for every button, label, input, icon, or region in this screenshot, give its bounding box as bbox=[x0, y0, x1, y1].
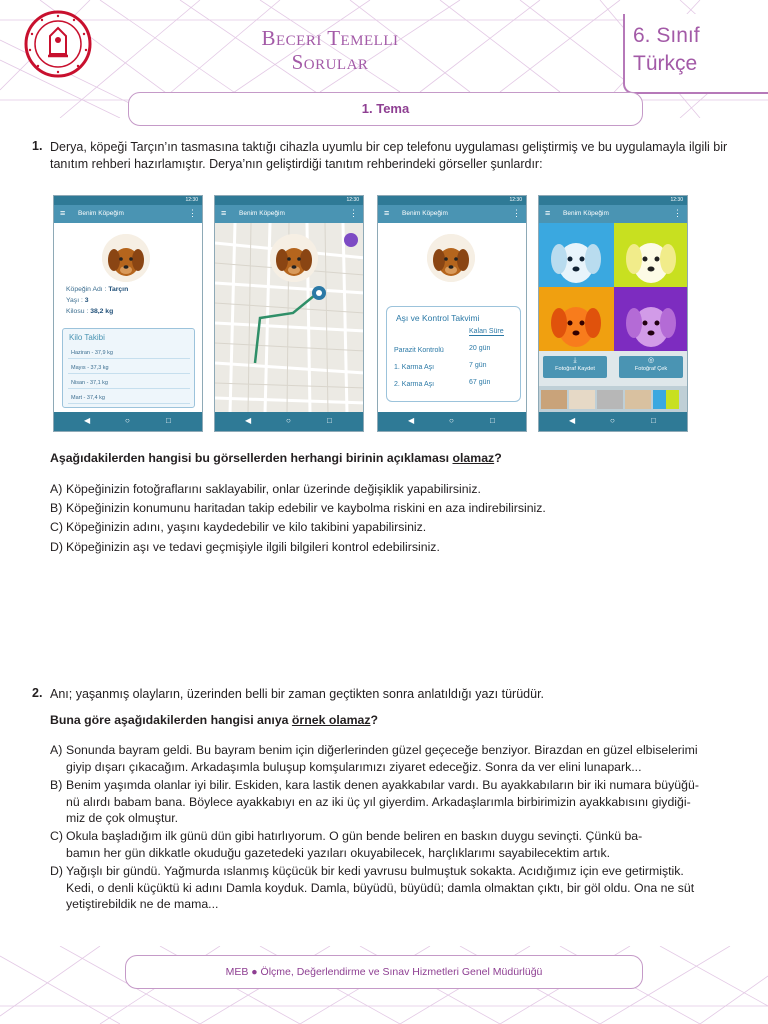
question-1-stem bbox=[50, 451, 502, 465]
app-bar bbox=[539, 205, 687, 223]
stem-emphasis: olamaz bbox=[452, 451, 495, 465]
q2-option-a[interactable] bbox=[50, 742, 750, 775]
download-icon: ⤓ bbox=[573, 357, 577, 364]
schedule-item-name: 1. Karma Aşı bbox=[394, 364, 435, 371]
dog-weight-value: 38,2 kg bbox=[90, 308, 114, 315]
recents-icon[interactable]: □ bbox=[166, 416, 171, 425]
menu-icon[interactable]: ≡ bbox=[384, 208, 390, 218]
stem-text: Aşağıdakilerden hangisi bu görsellerden herhangi birinin açıklaması bbox=[50, 451, 453, 465]
home-icon[interactable]: ○ bbox=[610, 416, 615, 425]
dog-photo[interactable] bbox=[614, 287, 688, 351]
status-time: 12:30 bbox=[185, 197, 198, 203]
stem-end: ? bbox=[370, 713, 379, 727]
photo-thumbnail[interactable] bbox=[541, 390, 567, 409]
weight-row: Haziran - 37,9 kg bbox=[68, 347, 190, 359]
status-bar bbox=[539, 196, 687, 205]
more-icon[interactable]: ⋮ bbox=[673, 208, 682, 218]
ministry-logo bbox=[24, 10, 92, 78]
dog-photo[interactable] bbox=[539, 223, 614, 287]
dog-avatar bbox=[102, 234, 150, 282]
option-line: Benim yaşımda olanlar iyi bilir. Eskiden, kara lastik denen ayakkabılar vardı. Bu ayakkabıların bir iki numara büyüğü- bbox=[66, 778, 699, 792]
status-time: 12:30 bbox=[346, 197, 359, 203]
dog-age-row bbox=[66, 297, 89, 304]
option-letter: D) bbox=[50, 540, 63, 554]
menu-icon[interactable]: ≡ bbox=[60, 208, 66, 218]
back-icon[interactable]: ◀ bbox=[84, 416, 91, 425]
photo-thumbnail[interactable] bbox=[625, 390, 651, 409]
question-2-stem bbox=[50, 713, 378, 727]
app-title: Benim Köpeğim bbox=[563, 210, 609, 217]
weight-tracking-title: Kilo Takibi bbox=[69, 333, 105, 342]
dog-name-value: Tarçın bbox=[108, 286, 129, 293]
footer-bar bbox=[125, 955, 643, 989]
dog-avatar bbox=[270, 234, 318, 282]
take-photo-button[interactable] bbox=[619, 356, 683, 378]
save-photo-button[interactable] bbox=[543, 356, 607, 378]
dog-weight-row bbox=[66, 308, 113, 315]
back-icon[interactable]: ◀ bbox=[245, 416, 252, 425]
q1-option-d[interactable] bbox=[50, 539, 740, 556]
dog-age-value: 3 bbox=[84, 297, 89, 304]
theme-bar bbox=[128, 92, 643, 126]
app-title: Benim Köpeğim bbox=[239, 210, 285, 217]
stem-emphasis: örnek olamaz bbox=[291, 713, 371, 727]
nav-bar bbox=[54, 412, 202, 431]
option-line: Okula başladığım ilk günü dün gibi hatırlıyorum. O gün bende beliren en baskın duygu sevinçti. Çünkü ba- bbox=[66, 829, 643, 843]
dog-weight-label: Kilosu : bbox=[66, 308, 91, 315]
option-letter: D) bbox=[50, 864, 63, 878]
app-bar bbox=[378, 205, 526, 223]
map-action-icon[interactable] bbox=[344, 233, 358, 247]
more-icon[interactable]: ⋮ bbox=[349, 208, 358, 218]
status-bar bbox=[215, 196, 363, 205]
recents-icon[interactable]: □ bbox=[651, 416, 656, 425]
more-icon[interactable]: ⋮ bbox=[512, 208, 521, 218]
nav-bar bbox=[378, 412, 526, 431]
q1-option-b[interactable] bbox=[50, 500, 740, 517]
brand-line-2: Sorular bbox=[291, 50, 369, 74]
dog-photo[interactable] bbox=[539, 287, 614, 351]
dog-age-label: Yaşı : bbox=[66, 297, 85, 304]
schedule-title: Aşı ve Kontrol Takvimi bbox=[396, 313, 480, 323]
weight-row: Nisan - 37,1 kg bbox=[68, 377, 190, 389]
option-line: yetiştirebildik ne de mama... bbox=[66, 897, 219, 911]
dog-name-label: Köpeğin Adı : bbox=[66, 286, 109, 293]
schedule-item-days: 20 gün bbox=[469, 345, 491, 352]
option-letter: C) bbox=[50, 829, 63, 843]
weight-tracking-card bbox=[62, 328, 195, 408]
back-icon[interactable]: ◀ bbox=[408, 416, 415, 425]
option-line: Sonunda bayram geldi. Bu bayram benim için diğerlerinden güzel geçeceğe benziyor. Birazdan en güzel elbiselerimi bbox=[66, 743, 698, 757]
option-line: giyip dışarı çıkacağım. Arkadaşımla buluşup komşularımızı ziyaret edeceğiz. Sonra da ver elini lunapark... bbox=[66, 759, 642, 774]
home-icon[interactable]: ○ bbox=[286, 416, 291, 425]
brand-title bbox=[210, 26, 450, 74]
brand-line-1: Beceri Temelli bbox=[261, 26, 399, 50]
photo-grid bbox=[539, 223, 688, 351]
photo-actions-bar bbox=[539, 351, 687, 386]
app-bar bbox=[54, 205, 202, 223]
phone-photos-screen bbox=[538, 195, 688, 432]
option-letter: B) bbox=[50, 501, 63, 515]
photo-thumbnail[interactable] bbox=[653, 390, 679, 409]
grade-box bbox=[623, 14, 768, 94]
option-letter: B) bbox=[50, 778, 63, 792]
nav-bar bbox=[215, 412, 363, 431]
q2-option-c[interactable] bbox=[50, 828, 750, 861]
footer-text: MEB ● Ölçme, Değerlendirme ve Sınav Hizmetleri Genel Müdürlüğü bbox=[225, 966, 543, 978]
vaccination-schedule-card bbox=[386, 306, 521, 402]
app-title: Benim Köpeğim bbox=[402, 210, 448, 217]
option-line: miz de çok olmuştur. bbox=[66, 811, 179, 825]
camera-icon: ◎ bbox=[647, 357, 655, 364]
option-line: Yağışlı bir gündü. Yağmurda ıslanmış küçücük bir kedi yavrusu bulmuştuk sokakta. Acıdığımız için eve getirmiştik. bbox=[66, 864, 684, 878]
menu-icon[interactable]: ≡ bbox=[545, 208, 551, 218]
option-line: nü alırdı babam bana. Böylece ayakkabıyı en az iki üç yıl giyerdim. Arkadaşlarımla birbirimizin ayakkabısını giydiği- bbox=[66, 794, 691, 809]
menu-icon[interactable]: ≡ bbox=[221, 208, 227, 218]
q2-option-d[interactable] bbox=[50, 863, 750, 913]
recents-icon[interactable]: □ bbox=[327, 416, 332, 425]
question-1-text: Derya, köpeği Tarçın’ın tasmasına taktığı cihazla uyumlu bir cep telefonu uygulaması geliştirmiş ve bu uygulamayla ilgili bir tanıtım rehberi hazırlamıştır. Derya’nın geliştirdiği tanıtım rehberindeki görseller şunlardır: bbox=[50, 140, 728, 171]
remaining-header: Kalan Süre bbox=[469, 328, 504, 335]
take-photo-label: Fotoğraf Çek bbox=[634, 366, 668, 372]
app-bar bbox=[215, 205, 363, 223]
schedule-item-days: 67 gün bbox=[469, 379, 491, 386]
phone-profile-screen bbox=[53, 195, 203, 432]
recents-icon[interactable]: □ bbox=[490, 416, 495, 425]
photo-thumbnail[interactable] bbox=[597, 390, 623, 409]
weight-row: Mayıs - 37,3 kg bbox=[68, 362, 190, 374]
save-photo-label: Fotoğraf Kaydet bbox=[555, 366, 595, 372]
q2-option-b[interactable] bbox=[50, 777, 750, 827]
schedule-item-days: 7 gün bbox=[469, 362, 487, 369]
dog-avatar bbox=[427, 234, 475, 282]
back-icon[interactable]: ◀ bbox=[569, 416, 576, 425]
option-letter: A) bbox=[50, 482, 63, 496]
question-1-number: 1. bbox=[32, 139, 43, 153]
phone-map-screen bbox=[214, 195, 364, 432]
option-letter: A) bbox=[50, 743, 63, 757]
status-time: 12:30 bbox=[670, 197, 683, 203]
nav-bar bbox=[539, 412, 687, 431]
status-bar bbox=[378, 196, 526, 205]
status-time: 12:30 bbox=[509, 197, 522, 203]
option-text: Köpeğinizin aşı ve tedavi geçmişiyle ilgili bilgileri kontrol edebilirsiniz. bbox=[66, 540, 440, 554]
option-text: Köpeğinizin adını, yaşını kaydedebilir ve kilo takibini yapabilirsiniz. bbox=[66, 520, 427, 534]
option-line: bamın her gün dikkatle okuduğu gazetedeki yazıları okuyabilecek, harçlıklarımı sayabilecektim artık. bbox=[66, 845, 611, 860]
photo-thumbnail[interactable] bbox=[569, 390, 595, 409]
phone-schedule-screen bbox=[377, 195, 527, 432]
app-title: Benim Köpeğim bbox=[78, 210, 124, 217]
option-text: Köpeğinizin konumunu haritadan takip edebilir ve kaybolma riskini en aza indirebilirsiniz. bbox=[66, 501, 546, 515]
option-text: Köpeğinizin fotoğraflarını saklayabilir, onlar üzerinde değişiklik yapabilirsiniz. bbox=[66, 482, 481, 496]
status-bar bbox=[54, 196, 202, 205]
dog-photo[interactable] bbox=[614, 223, 688, 287]
photo-thumbnails bbox=[539, 386, 687, 413]
option-line: Kedi, o denli küçüktü ki adını Damla koyduk. Damla, büyüdü, büyüdü; damla olmaktan çıktı, bir göl oldu. Ona ne süt bbox=[66, 880, 695, 895]
stem-text: Buna göre aşağıdakilerden hangisi anıya bbox=[50, 713, 292, 727]
theme-title: 1. Tema bbox=[361, 101, 410, 116]
schedule-item-name: Parazit Kontrolü bbox=[394, 347, 444, 354]
schedule-item-name: 2. Karma Aşı bbox=[394, 381, 435, 388]
question-2-text: Anı; yaşanmış olayların, üzerinden belli bir zaman geçtikten sonra anlatıldığı yazı türüdür. bbox=[50, 687, 545, 701]
more-icon[interactable]: ⋮ bbox=[188, 208, 197, 218]
subject-label: Türkçe bbox=[633, 52, 698, 75]
home-icon[interactable]: ○ bbox=[125, 416, 130, 425]
q1-option-a[interactable] bbox=[50, 481, 740, 498]
grade-label: 6. Sınıf bbox=[633, 24, 700, 47]
home-icon[interactable]: ○ bbox=[449, 416, 454, 425]
dog-name-row bbox=[66, 286, 128, 293]
option-letter: C) bbox=[50, 520, 63, 534]
question-2-number: 2. bbox=[32, 686, 43, 700]
q1-option-c[interactable] bbox=[50, 519, 740, 536]
stem-end: ? bbox=[494, 451, 502, 465]
weight-row: Mart - 37,4 kg bbox=[68, 392, 190, 404]
